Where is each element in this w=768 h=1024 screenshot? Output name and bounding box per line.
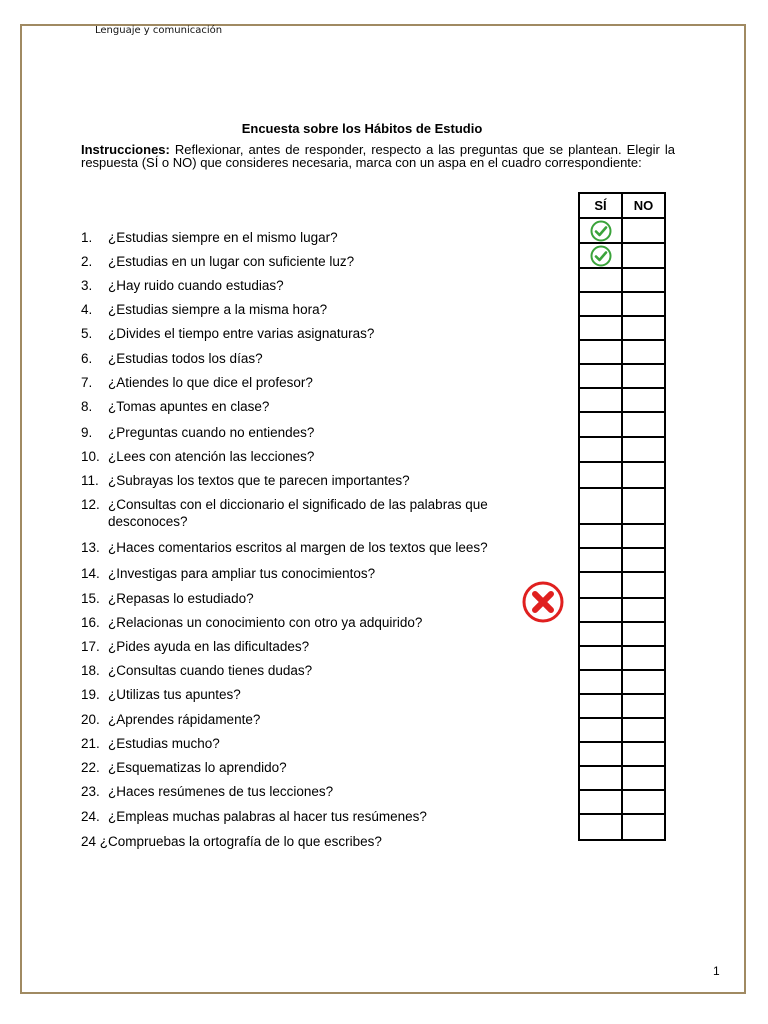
question-text: ¿Estudias todos los días? <box>108 351 263 366</box>
answer-cell-no[interactable] <box>622 694 665 718</box>
question-text: ¿Preguntas cuando no entiendes? <box>108 425 315 440</box>
answer-row <box>579 437 665 462</box>
answer-row <box>579 814 665 840</box>
answer-cell-no[interactable] <box>622 488 665 524</box>
question-number: 15. <box>81 591 100 606</box>
answer-row <box>579 412 665 437</box>
question-number: 22. <box>81 760 100 775</box>
answer-cell-no[interactable] <box>622 524 665 548</box>
page-number: 1 <box>713 964 720 978</box>
answer-row <box>579 742 665 766</box>
survey-title: Encuesta sobre los Hábitos de Estudio <box>241 121 483 136</box>
answer-cell-no[interactable] <box>622 790 665 814</box>
answer-cell-si[interactable] <box>579 268 622 292</box>
question-number: 5. <box>81 326 93 341</box>
answer-row <box>579 388 665 412</box>
answer-cell-no[interactable] <box>622 364 665 388</box>
question-text: ¿Subrayas los textos que te parecen importantes? <box>108 473 410 488</box>
answer-row <box>579 670 665 694</box>
question-number: 11. <box>81 473 99 488</box>
question-text: ¿Utilizas tus apuntes? <box>108 687 241 702</box>
question-number: 23. <box>81 784 100 799</box>
question-text: ¿Atiendes lo que dice el profesor? <box>108 375 313 390</box>
check-circle-icon <box>590 245 612 267</box>
answer-cell-si[interactable] <box>579 243 622 268</box>
answer-cell-si[interactable] <box>579 572 622 598</box>
answer-cell-no[interactable] <box>622 316 665 340</box>
question-number: 21. <box>81 736 100 751</box>
question-number: 7. <box>81 375 93 390</box>
question-text: ¿Divides el tiempo entre varias asignaturas? <box>108 326 375 341</box>
question-number: 4. <box>81 302 93 317</box>
answer-cell-si[interactable] <box>579 646 622 670</box>
answer-cell-si[interactable] <box>579 412 622 437</box>
answer-cell-si[interactable] <box>579 670 622 694</box>
answer-cell-no[interactable] <box>622 412 665 437</box>
answer-cell-si[interactable] <box>579 488 622 524</box>
question-text: ¿Tomas apuntes en clase? <box>108 399 270 414</box>
question-text: ¿Repasas lo estudiado? <box>108 591 254 606</box>
answer-cell-si[interactable] <box>579 364 622 388</box>
question-number: 17. <box>81 639 100 654</box>
answer-cell-no[interactable] <box>622 646 665 670</box>
answer-row <box>579 364 665 388</box>
question-text: ¿Consultas con el diccionario el significado de las palabras que desconoces? <box>108 497 488 529</box>
answer-row <box>579 548 665 572</box>
question-text: ¿Hay ruido cuando estudias? <box>108 278 284 293</box>
answer-row <box>579 218 665 243</box>
question-number: 3. <box>81 278 93 293</box>
answer-cell-si[interactable] <box>579 340 622 364</box>
answer-table <box>578 192 666 841</box>
instructions-label: Instrucciones: <box>81 142 170 157</box>
answer-row <box>579 572 665 598</box>
answer-cell-si[interactable] <box>579 622 622 646</box>
question-number: 19. <box>81 687 100 702</box>
instructions <box>81 143 675 169</box>
answer-row <box>579 462 665 488</box>
answer-cell-si[interactable] <box>579 218 622 243</box>
cross-circle-icon <box>521 580 565 624</box>
answer-cell-no[interactable] <box>622 742 665 766</box>
document-header: Lenguaje y comunicación <box>95 25 223 36</box>
answer-cell-si[interactable] <box>579 292 622 316</box>
answer-cell-si[interactable] <box>579 462 622 488</box>
question-text: ¿Aprendes rápidamente? <box>108 712 261 727</box>
answer-cell-no[interactable] <box>622 268 665 292</box>
answer-row <box>579 488 665 524</box>
answer-cell-si[interactable] <box>579 316 622 340</box>
answer-cell-no[interactable] <box>622 340 665 364</box>
answer-row <box>579 340 665 364</box>
answer-row <box>579 292 665 316</box>
answer-cell-no[interactable] <box>622 598 665 622</box>
question-text: ¿Haces comentarios escritos al margen de los textos que lees? <box>108 540 488 555</box>
answer-cell-si[interactable] <box>579 598 622 622</box>
question-number: 1. <box>81 230 93 245</box>
answer-cell-si[interactable] <box>579 718 622 742</box>
answer-row <box>579 718 665 742</box>
question-text: ¿Esquematizas lo aprendido? <box>108 760 287 775</box>
question-number: 10. <box>81 449 100 464</box>
answer-cell-no[interactable] <box>622 292 665 316</box>
question-last: 24 ¿Compruebas la ortografía de lo que escribes? <box>81 834 382 849</box>
question-text: ¿Haces resúmenes de tus lecciones? <box>108 784 334 799</box>
answer-cell-no[interactable] <box>622 548 665 572</box>
answer-cell-si[interactable] <box>579 742 622 766</box>
question-text: ¿Empleas muchas palabras al hacer tus resúmenes? <box>108 809 427 824</box>
question-text: ¿Relacionas un conocimiento con otro ya adquirido? <box>108 615 423 630</box>
answer-row <box>579 268 665 292</box>
answer-cell-no[interactable] <box>622 718 665 742</box>
question-text: ¿Pides ayuda en las dificultades? <box>108 639 310 654</box>
question-number: 16. <box>81 615 100 630</box>
answer-cell-no[interactable] <box>622 388 665 412</box>
answer-cell-si[interactable] <box>579 524 622 548</box>
answer-row <box>579 598 665 622</box>
answer-cell-si[interactable] <box>579 814 622 840</box>
answer-cell-no[interactable] <box>622 218 665 243</box>
answer-cell-no[interactable] <box>622 243 665 268</box>
instructions-text: Reflexionar, antes de responder, respecto a las preguntas que se plantean. Elegir la respuesta (SÍ o NO) que consideres necesaria, marca con un aspa en el cuadro correspondiente: <box>81 142 675 170</box>
answer-row <box>579 243 665 268</box>
question-number: 20. <box>81 712 100 727</box>
header-si: SÍ <box>579 193 622 218</box>
answer-row <box>579 766 665 790</box>
question-text: ¿Estudias siempre en el mismo lugar? <box>108 230 338 245</box>
answer-cell-si[interactable] <box>579 766 622 790</box>
question-number: 24. <box>81 809 100 824</box>
answer-cell-no[interactable] <box>622 622 665 646</box>
question-number: 13. <box>81 540 100 555</box>
answer-cell-si[interactable] <box>579 548 622 572</box>
question-text: ¿Estudias siempre a la misma hora? <box>108 302 328 317</box>
question-number: 6. <box>81 351 93 366</box>
answer-cell-no[interactable] <box>622 766 665 790</box>
answer-cell-no[interactable] <box>622 462 665 488</box>
question-number: 2. <box>81 254 93 269</box>
check-circle-icon <box>590 220 612 242</box>
answer-row <box>579 524 665 548</box>
answer-row <box>579 646 665 670</box>
answer-row <box>579 790 665 814</box>
answer-cell-no[interactable] <box>622 814 665 840</box>
question-number: 18. <box>81 663 100 678</box>
answer-cell-si[interactable] <box>579 437 622 462</box>
question-number: 9. <box>81 425 93 440</box>
question-number: 12. <box>81 497 100 512</box>
question-text: ¿Investigas para ampliar tus conocimientos? <box>108 566 376 581</box>
question-text: ¿Estudias en un lugar con suficiente luz? <box>108 254 355 269</box>
answer-cell-no[interactable] <box>622 437 665 462</box>
question-text: ¿Estudias mucho? <box>108 736 220 751</box>
header-no: NO <box>622 193 665 218</box>
question-text: ¿Lees con atención las lecciones? <box>108 449 315 464</box>
question-number: 14. <box>81 566 100 581</box>
answer-cell-si[interactable] <box>579 388 622 412</box>
answer-cell-no[interactable] <box>622 670 665 694</box>
question-number: 8. <box>81 399 93 414</box>
answer-cell-si[interactable] <box>579 694 622 718</box>
answer-cell-si[interactable] <box>579 790 622 814</box>
question-text: ¿Consultas cuando tienes dudas? <box>108 663 313 678</box>
answer-cell-no[interactable] <box>622 572 665 598</box>
answer-row <box>579 694 665 718</box>
answer-row <box>579 622 665 646</box>
answer-row <box>579 316 665 340</box>
